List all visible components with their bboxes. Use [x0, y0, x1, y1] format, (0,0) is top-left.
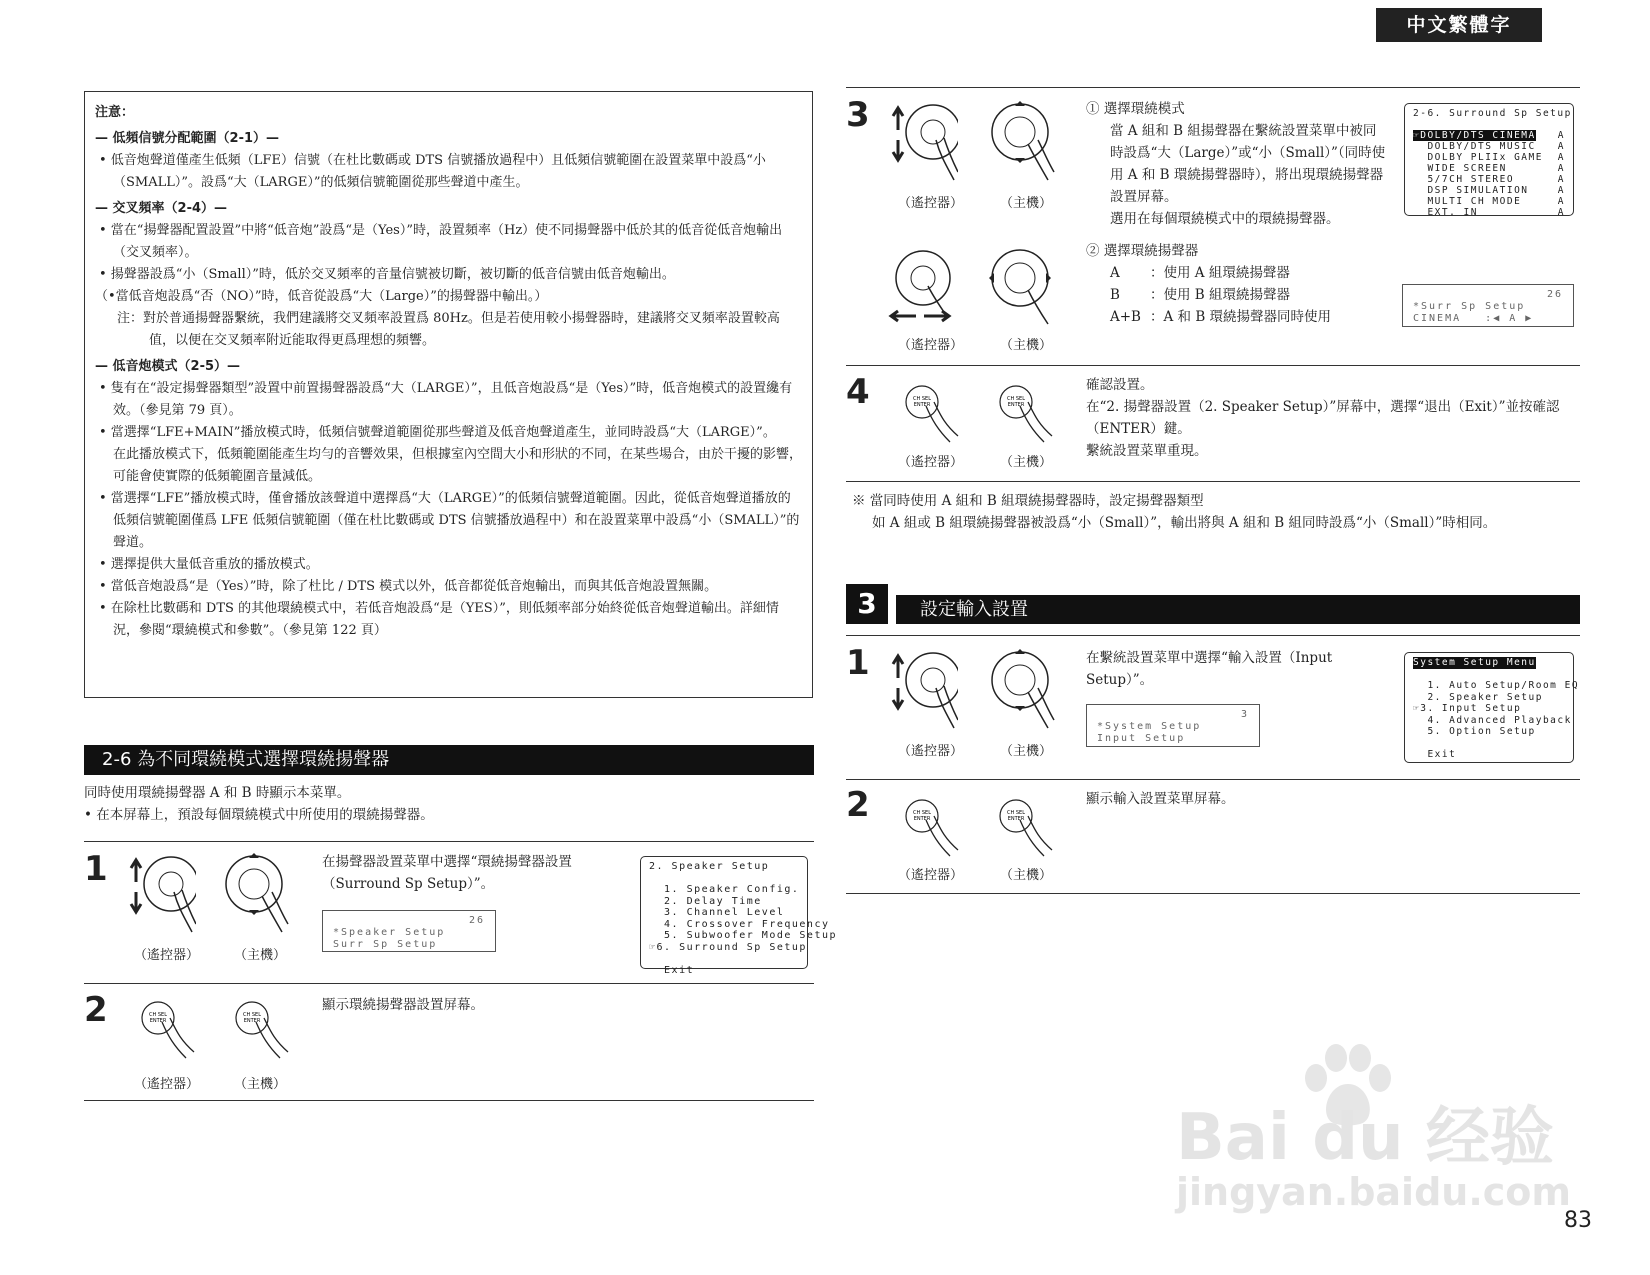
surround-note: [852, 490, 1580, 534]
svg-text:ENTER: ENTER: [149, 1018, 167, 1024]
step-number: 4: [846, 372, 870, 412]
option-row: [1086, 262, 1386, 284]
lcd-display: [322, 910, 496, 952]
language-tab: 中文繁體字: [1376, 8, 1542, 42]
lcd-display: [1086, 704, 1260, 747]
divider: [84, 983, 814, 984]
option-desc: ：使用 B 組環繞揚聲器: [1150, 287, 1291, 303]
step-number: 2: [846, 785, 870, 825]
step-text: 顯示輸入設置菜單屏幕。: [1086, 791, 1235, 807]
caution-notes-box: [84, 91, 813, 698]
note-line: ※ 當同時使用 A 組和 B 組環繞揚聲器時，設定揚聲器類型: [852, 493, 1204, 509]
watermark-url: jingyan.baidu.com: [1176, 1170, 1571, 1214]
enter-button-main-icon: [998, 798, 1054, 860]
caption-main: （主機）: [1000, 744, 1053, 759]
svg-text:CH SEL: CH SEL: [1007, 810, 1025, 816]
step-subtitle: ① 選擇環繞模式: [1086, 101, 1185, 117]
notes-title: 注意：: [95, 105, 135, 120]
main-unit-cursor-icon: [988, 100, 1058, 185]
main-unit-cursor-leftright-icon: [988, 246, 1058, 326]
caption-remote: （遙控器）: [898, 455, 964, 470]
page-number: 83: [1564, 1208, 1592, 1233]
enter-button-remote-icon: [904, 798, 960, 860]
notes-heading-subwoofer: — 低音炮模式（2-5）—: [95, 359, 241, 374]
notes-bullet: • 當在“揚聲器配置設置”中將“低音炮”設爲“是（Yes）”時，設置頻率（Hz）使不同揚聲器中低於其的低音從低音炮輸出（交叉頻率）。: [99, 223, 783, 260]
caption-main: （主機）: [234, 948, 287, 963]
option-key: B: [1110, 287, 1120, 303]
osd-exit: Exit: [1413, 749, 1457, 760]
osd-item: ☞6. Surround Sp Setup: [649, 941, 807, 953]
divider: [846, 635, 1580, 636]
osd-item: 2. Speaker Setup: [1413, 691, 1543, 703]
intro-line: 同時使用環繞揚聲器 A 和 B 時顯示本菜單。: [84, 785, 351, 801]
svg-text:ENTER: ENTER: [913, 402, 931, 408]
lcd-line: Input Setup: [1097, 733, 1186, 744]
step-para: 在“2. 揚聲器設置（2. Speaker Setup）”屏幕中，選擇“退出（Exit）”並按確認（ENTER）鍵。: [1086, 399, 1560, 437]
osd-item: 5. Option Setup: [1413, 726, 1536, 737]
svg-text:CH SEL: CH SEL: [913, 396, 931, 402]
caption-main: （主機）: [1000, 455, 1053, 470]
lcd-line: CINEMA :◀ A ▶: [1413, 313, 1534, 324]
osd-value: A: [1557, 207, 1565, 218]
notes-bullet: • 在除杜比數碼和 DTS 的其他環繞模式中，若低音炮設爲“是（YES）”，則低頻率部分始終從低音炮聲道輸出。詳細情況，參閱“環繞模式和參數”。（參見第 122 頁）: [99, 601, 779, 638]
svg-text:ENTER: ENTER: [913, 816, 931, 822]
caption-main: （主機）: [1000, 338, 1053, 353]
notes-heading-crossover: — 交叉頻率（2-4）—: [95, 201, 228, 216]
osd-item: DOLBY PLIIx GAME: [1413, 152, 1543, 163]
notes-bullet: • 當選擇“LFE+MAIN”播放模式時，低頻信號聲道範圍從那些聲道及低音炮聲道產生，並同時設爲“大（LARGE）”。: [99, 425, 776, 440]
caption-remote: （遙控器）: [898, 744, 964, 759]
notes-bullet: • 當低音炮設爲“是（Yes）”時，除了杜比 / DTS 模式以外，低音都從低音炮輸出，而與其低音炮設置無關。: [99, 579, 718, 594]
svg-text:CH SEL: CH SEL: [913, 810, 931, 816]
notes-heading-lowfreq: — 低頻信號分配範圍（2-1）—: [95, 131, 280, 146]
lcd-display: [1402, 284, 1574, 327]
remote-jog-dial-icon: [888, 648, 958, 733]
option-desc: ：A 和 B 環繞揚聲器同時使用: [1150, 309, 1332, 325]
step-text: [1086, 240, 1386, 328]
notes-bullet: • 低音炮聲道僅產生低頻（LFE）信號（在杜比數碼或 DTS 信號播放過程中）且低頻信號範圍在設置菜單中設爲“小（SMALL）”。設爲“大（LARGE）”的低頻信號範圍從那些聲道中產生。: [99, 153, 766, 190]
osd-item: 5. Subwoofer Mode Setup: [649, 930, 838, 941]
osd-item: 1. Speaker Config.: [649, 884, 800, 895]
divider: [84, 1100, 814, 1101]
notes-para: 在此播放模式下，低頻範圍能產生均勻的音響效果，但根據室內空間大小和形狀的不同，在某些場合，由於干擾的影響，可能會使實際的低頻範圍音量減低。: [113, 447, 803, 484]
svg-text:ENTER: ENTER: [243, 1018, 261, 1024]
remote-jog-dial-icon: [126, 852, 196, 937]
step-text: [1086, 374, 1580, 462]
enter-button-remote-icon: [904, 384, 960, 446]
notes-remark: 注：對於普通揚聲器繫統，我們建議將交叉頻率設置爲 80Hz。但是若使用較小揚聲器時，建議將交叉頻率設置較高值，以便在交叉頻率附近能取得更爲理想的頻響。: [117, 311, 780, 348]
step-number: 2: [84, 990, 108, 1030]
main-unit-cursor-icon: [988, 648, 1058, 733]
remote-jog-dial-leftright-icon: [888, 246, 958, 326]
caption-remote: （遙控器）: [134, 948, 200, 963]
divider: [84, 841, 814, 842]
enter-button-main-icon: [234, 1000, 290, 1062]
enter-button-main-icon: [998, 384, 1054, 446]
divider: [846, 779, 1580, 780]
osd-system-setup-screen: [1404, 652, 1580, 763]
option-row: [1086, 306, 1386, 328]
intro-line: • 在本屏幕上，預設每個環繞模式中所使用的環繞揚聲器。: [84, 807, 434, 823]
osd-value: A: [1557, 196, 1565, 207]
divider: [846, 365, 1580, 366]
osd-item: DOLBY/DTS MUSIC: [1413, 141, 1536, 152]
section-2-6-title: 2-6 為不同環繞模式選擇環繞揚聲器: [84, 745, 814, 775]
osd-item: 3. Channel Level: [649, 907, 785, 918]
osd-item: 1. Auto Setup/Room EQ: [1413, 680, 1580, 691]
osd-item: 4. Advanced Playback: [1413, 714, 1572, 726]
option-key: A: [1110, 265, 1120, 281]
step-para: 繫統設置菜單重現。: [1086, 443, 1208, 459]
caption-remote: （遙控器）: [898, 338, 964, 353]
step-para: 選用在每個環繞模式中的環繞揚聲器。: [1110, 211, 1340, 227]
enter-button-remote-icon: [140, 1000, 196, 1062]
lcd-line: *Surr Sp Setup: [1413, 301, 1526, 312]
svg-text:ENTER: ENTER: [1007, 402, 1025, 408]
caption-main: （主機）: [1000, 868, 1053, 883]
lcd-number: 26: [468, 915, 485, 926]
notes-paren: （•當低音炮設爲“否（NO）”時，低音從設爲“大（Large）”的揚聲器中輸出。）: [95, 289, 548, 304]
osd-item: WIDE SCREEN: [1413, 163, 1507, 174]
caption-remote: （遙控器）: [898, 868, 964, 883]
lcd-number: 3: [1240, 709, 1249, 720]
osd-item: 2. Delay Time: [649, 895, 762, 907]
step-text: 在揚聲器設置菜單中選擇“環繞揚聲器設置（Surround Sp Setup）”。: [322, 854, 572, 892]
osd-value: A: [1557, 141, 1565, 152]
osd-item: 4. Crossover Frequency: [649, 918, 830, 930]
osd-title: 2-6. Surround Sp Setup: [1413, 108, 1572, 119]
step-text: 顯示環繞揚聲器設置屏幕。: [322, 997, 484, 1013]
osd-title: 2. Speaker Setup: [649, 861, 770, 872]
step-para: 當 A 組和 B 組揚聲器在繫統設置菜單中被同時設爲“大（Large）”或“小（Small）”（同時使用 A 和 B 環繞揚聲器時），將出現環繞揚聲器設置屏幕。: [1110, 123, 1386, 205]
step-para: 確認設置。: [1086, 377, 1154, 393]
step-number: 1: [84, 849, 108, 889]
notes-bullet: • 揚聲器設爲“小（Small）”時，低於交叉頻率的音量信號被切斷，被切斷的低音信號由低音炮輸出。: [99, 267, 675, 282]
osd-value: A: [1557, 174, 1565, 185]
option-row: [1086, 284, 1386, 306]
notes-bullet: • 隻有在“設定揚聲器類型”設置中前置揚聲器設爲“大（LARGE）”，且低音炮設爲“是（Yes）”時，低音炮模式的設置纔有效。（參見第 79 頁）。: [99, 381, 793, 418]
svg-text:CH SEL: CH SEL: [149, 1012, 167, 1018]
osd-value: A: [1557, 185, 1565, 196]
step-number: 1: [846, 643, 870, 683]
section-3-number: 3: [846, 584, 888, 624]
lcd-line: *System Setup: [1097, 721, 1202, 732]
remote-jog-dial-icon: [888, 100, 958, 185]
svg-text:CH SEL: CH SEL: [243, 1012, 261, 1018]
osd-title: System Setup Menu: [1413, 657, 1536, 668]
osd-value: A: [1557, 130, 1565, 141]
caption-main: （主機）: [234, 1077, 287, 1092]
section-intro: [84, 782, 784, 826]
notes-bullet: • 選擇提供大量低音重放的播放模式。: [99, 557, 319, 572]
main-unit-cursor-icon: [222, 852, 292, 937]
step-number: 3: [846, 95, 870, 135]
caption-remote: （遙控器）: [134, 1077, 200, 1092]
osd-item: 5/7CH STEREO: [1413, 174, 1515, 185]
notes-bullet: • 當選擇“LFE”播放模式時，僅會播放該聲道中選擇爲“大（LARGE）”的低頻信號聲道範圍。因此，從低音炮聲道播放的低頻信號範圍僅爲 LFE 低頻信號範圍（僅在杜比數碼或 DTS 信號播放過程中）和在設置菜單中設爲“小（SMALL）”的聲道。: [99, 491, 800, 550]
step-text: [1086, 98, 1386, 230]
divider: [846, 481, 1580, 482]
osd-surround-sp-screen: [1404, 103, 1574, 216]
divider: [846, 87, 1580, 88]
osd-value: A: [1557, 163, 1565, 174]
lcd-line: *Speaker Setup: [333, 927, 446, 938]
note-line: 如 A 組或 B 組環繞揚聲器被設爲“小（Small）”，輸出將與 A 組和 B 組同時設爲“小（Small）”時相同。: [872, 515, 1497, 531]
osd-item: MULTI CH MODE: [1413, 196, 1522, 207]
osd-speaker-setup-screen: [640, 856, 838, 976]
osd-selected-item: ☞DOLBY/DTS CINEMA: [1413, 130, 1536, 141]
option-desc: ：使用 A 組環繞揚聲器: [1150, 265, 1290, 281]
osd-value: A: [1557, 152, 1565, 163]
osd-item: ☞3. Input Setup: [1413, 703, 1522, 714]
option-key: A+B: [1110, 309, 1141, 325]
caption-remote: （遙控器）: [898, 196, 964, 211]
section-3-title: 設定輸入設置: [896, 595, 1580, 624]
svg-text:ENTER: ENTER: [1007, 816, 1025, 822]
lcd-number: 26: [1546, 289, 1563, 300]
caption-main: （主機）: [1000, 196, 1053, 211]
osd-exit: Exit: [649, 964, 695, 976]
svg-text:CH SEL: CH SEL: [1007, 396, 1025, 402]
osd-item: EXT. IN: [1413, 207, 1478, 218]
step-text: 在繫統設置菜單中選擇“輸入設置（Input Setup）”。: [1086, 650, 1333, 688]
osd-item: DSP SIMULATION: [1413, 185, 1529, 196]
watermark-brand: Bai du 经验: [1176, 1101, 1554, 1175]
lcd-line: Surr Sp Setup: [333, 939, 438, 950]
step-subtitle: ② 選擇環繞揚聲器: [1086, 243, 1199, 259]
divider: [846, 893, 1580, 894]
